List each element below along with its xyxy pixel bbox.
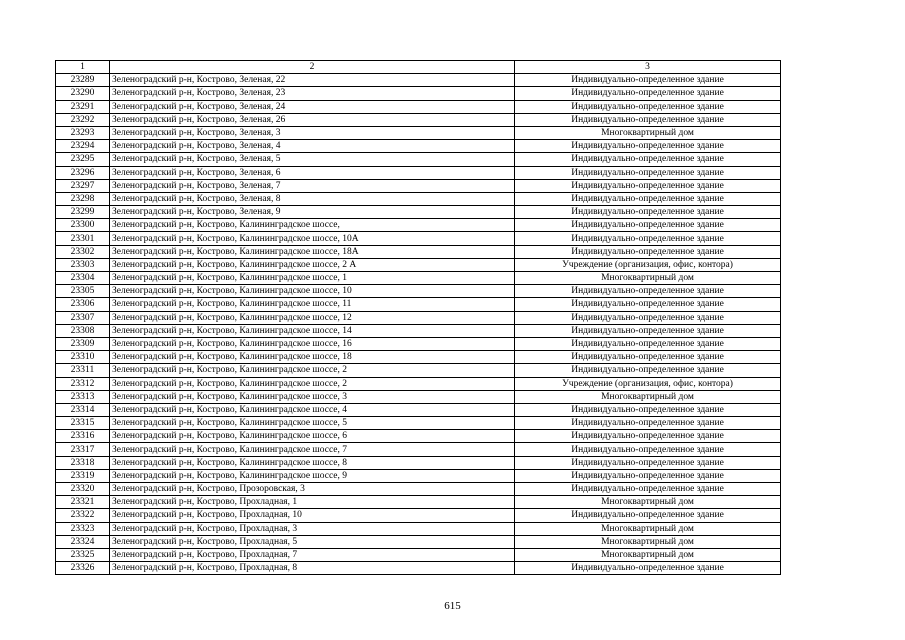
- address-cell: Зеленоградский р-н, Кострово, Калининградское шоссе, 16: [110, 337, 515, 350]
- row-number: 23295: [56, 153, 110, 166]
- table-row: [56, 509, 781, 522]
- building-type-cell: Индивидуально-определенное здание: [515, 298, 781, 311]
- address-cell: Зеленоградский р-н, Кострово, Калининградское шоссе, 11: [110, 298, 515, 311]
- address-cell: Зеленоградский р-н, Кострово, Прохладная, 10: [110, 509, 515, 522]
- address-cell: Зеленоградский р-н, Кострово, Калининградское шоссе,: [110, 219, 515, 232]
- building-type-cell: Многоквартирный дом: [515, 126, 781, 139]
- address-cell: Зеленоградский р-н, Кострово, Зеленая, 26: [110, 113, 515, 126]
- table-row: [56, 430, 781, 443]
- building-type-cell: Многоквартирный дом: [515, 522, 781, 535]
- row-number: 23291: [56, 100, 110, 113]
- table-row: [56, 166, 781, 179]
- building-type-cell: Учреждение (организация, офис, контора): [515, 258, 781, 271]
- table-row: [56, 403, 781, 416]
- address-cell: Зеленоградский р-н, Кострово, Зеленая, 5: [110, 153, 515, 166]
- address-cell: Зеленоградский р-н, Кострово, Зеленая, 24: [110, 100, 515, 113]
- building-type-cell: Индивидуально-определенное здание: [515, 232, 781, 245]
- row-number: 23303: [56, 258, 110, 271]
- row-number: 23301: [56, 232, 110, 245]
- row-number: 23308: [56, 324, 110, 337]
- row-number: 23290: [56, 87, 110, 100]
- table-row: [56, 483, 781, 496]
- row-number: 23325: [56, 548, 110, 561]
- address-cell: Зеленоградский р-н, Кострово, Калининградское шоссе, 4: [110, 403, 515, 416]
- building-type-cell: Индивидуально-определенное здание: [515, 87, 781, 100]
- table-row: [56, 113, 781, 126]
- building-type-cell: Индивидуально-определенное здание: [515, 166, 781, 179]
- address-cell: Зеленоградский р-н, Кострово, Прохладная, 3: [110, 522, 515, 535]
- building-type-cell: Многоквартирный дом: [515, 272, 781, 285]
- address-cell: Зеленоградский р-н, Кострово, Зеленая, 3: [110, 126, 515, 139]
- table-row: [56, 74, 781, 87]
- building-type-cell: Индивидуально-определенное здание: [515, 469, 781, 482]
- row-number: 23317: [56, 443, 110, 456]
- row-number: 23319: [56, 469, 110, 482]
- building-type-cell: Индивидуально-определенное здание: [515, 509, 781, 522]
- building-type-cell: Индивидуально-определенное здание: [515, 100, 781, 113]
- building-type-cell: Индивидуально-определенное здание: [515, 74, 781, 87]
- building-type-cell: Индивидуально-определенное здание: [515, 364, 781, 377]
- table-row: [56, 179, 781, 192]
- row-number: 23293: [56, 126, 110, 139]
- building-type-cell: Индивидуально-определенное здание: [515, 456, 781, 469]
- row-number: 23302: [56, 245, 110, 258]
- row-number: 23310: [56, 351, 110, 364]
- row-number: 23321: [56, 496, 110, 509]
- table-row: [56, 206, 781, 219]
- row-number: 23322: [56, 509, 110, 522]
- address-table: [55, 60, 781, 575]
- table-row: [56, 232, 781, 245]
- address-cell: Зеленоградский р-н, Кострово, Калининградское шоссе, 2 А: [110, 258, 515, 271]
- building-type-cell: Многоквартирный дом: [515, 535, 781, 548]
- address-cell: Зеленоградский р-н, Кострово, Зеленая, 6: [110, 166, 515, 179]
- building-type-cell: Индивидуально-определенное здание: [515, 285, 781, 298]
- table-row: [56, 522, 781, 535]
- table-row: [56, 311, 781, 324]
- row-number: 23313: [56, 390, 110, 403]
- column-header-1: 1: [56, 61, 110, 74]
- address-cell: Зеленоградский р-н, Кострово, Зеленая, 8: [110, 192, 515, 205]
- row-number: 23315: [56, 417, 110, 430]
- address-cell: Зеленоградский р-н, Кострово, Калининградское шоссе, 10: [110, 285, 515, 298]
- row-number: 23323: [56, 522, 110, 535]
- address-cell: Зеленоградский р-н, Кострово, Прохладная, 5: [110, 535, 515, 548]
- address-cell: Зеленоградский р-н, Кострово, Прозоровская, 3: [110, 483, 515, 496]
- table-row: [56, 548, 781, 561]
- building-type-cell: Индивидуально-определенное здание: [515, 351, 781, 364]
- building-type-cell: Индивидуально-определенное здание: [515, 153, 781, 166]
- building-type-cell: Индивидуально-определенное здание: [515, 206, 781, 219]
- table-row: [56, 456, 781, 469]
- building-type-cell: Индивидуально-определенное здание: [515, 417, 781, 430]
- building-type-cell: Индивидуально-определенное здание: [515, 562, 781, 575]
- address-cell: Зеленоградский р-н, Кострово, Зеленая, 22: [110, 74, 515, 87]
- building-type-cell: Индивидуально-определенное здание: [515, 140, 781, 153]
- table-row: [56, 377, 781, 390]
- table-row: [56, 417, 781, 430]
- row-number: 23306: [56, 298, 110, 311]
- table-row: [56, 562, 781, 575]
- building-type-cell: Индивидуально-определенное здание: [515, 403, 781, 416]
- building-type-cell: Индивидуально-определенное здание: [515, 113, 781, 126]
- building-type-cell: Индивидуально-определенное здание: [515, 311, 781, 324]
- building-type-cell: Учреждение (организация, офис, контора): [515, 377, 781, 390]
- row-number: 23318: [56, 456, 110, 469]
- address-cell: Зеленоградский р-н, Кострово, Калининградское шоссе, 9: [110, 469, 515, 482]
- row-number: 23292: [56, 113, 110, 126]
- table-row: [56, 298, 781, 311]
- building-type-cell: Индивидуально-определенное здание: [515, 337, 781, 350]
- table-row: [56, 351, 781, 364]
- address-cell: Зеленоградский р-н, Кострово, Калининградское шоссе, 14: [110, 324, 515, 337]
- address-cell: Зеленоградский р-н, Кострово, Калининградское шоссе, 5: [110, 417, 515, 430]
- table-row: [56, 469, 781, 482]
- address-cell: Зеленоградский р-н, Кострово, Калининградское шоссе, 2: [110, 364, 515, 377]
- address-cell: Зеленоградский р-н, Кострово, Прохладная, 7: [110, 548, 515, 561]
- row-number: 23307: [56, 311, 110, 324]
- table-row: [56, 192, 781, 205]
- address-cell: Зеленоградский р-н, Кострово, Зеленая, 23: [110, 87, 515, 100]
- address-cell: Зеленоградский р-н, Кострово, Калининградское шоссе, 6: [110, 430, 515, 443]
- table-row: [56, 324, 781, 337]
- row-number: 23300: [56, 219, 110, 232]
- building-type-cell: Индивидуально-определенное здание: [515, 430, 781, 443]
- address-cell: Зеленоградский р-н, Кострово, Калининградское шоссе, 8: [110, 456, 515, 469]
- building-type-cell: Многоквартирный дом: [515, 548, 781, 561]
- row-number: 23316: [56, 430, 110, 443]
- column-header-2: 2: [110, 61, 515, 74]
- row-number: 23312: [56, 377, 110, 390]
- address-cell: Зеленоградский р-н, Кострово, Калининградское шоссе, 2: [110, 377, 515, 390]
- row-number: 23324: [56, 535, 110, 548]
- row-number: 23311: [56, 364, 110, 377]
- table-row: [56, 443, 781, 456]
- table-row: [56, 140, 781, 153]
- row-number: 23299: [56, 206, 110, 219]
- row-number: 23296: [56, 166, 110, 179]
- building-type-cell: Индивидуально-определенное здание: [515, 245, 781, 258]
- column-header-3: 3: [515, 61, 781, 74]
- address-cell: Зеленоградский р-н, Кострово, Зеленая, 7: [110, 179, 515, 192]
- table-row: [56, 535, 781, 548]
- row-number: 23297: [56, 179, 110, 192]
- table-row: [56, 364, 781, 377]
- address-cell: Зеленоградский р-н, Кострово, Калининградское шоссе, 1: [110, 272, 515, 285]
- address-cell: Зеленоградский р-н, Кострово, Калининградское шоссе, 18: [110, 351, 515, 364]
- address-cell: Зеленоградский р-н, Кострово, Калининградское шоссе, 12: [110, 311, 515, 324]
- table-row: [56, 258, 781, 271]
- row-number: 23289: [56, 74, 110, 87]
- building-type-cell: Многоквартирный дом: [515, 496, 781, 509]
- row-number: 23314: [56, 403, 110, 416]
- address-cell: Зеленоградский р-н, Кострово, Калининградское шоссе, 3: [110, 390, 515, 403]
- row-number: 23320: [56, 483, 110, 496]
- row-number: 23298: [56, 192, 110, 205]
- address-cell: Зеленоградский р-н, Кострово, Калининградское шоссе, 10А: [110, 232, 515, 245]
- table-row: [56, 87, 781, 100]
- table-row: [56, 272, 781, 285]
- table-row: [56, 337, 781, 350]
- building-type-cell: Индивидуально-определенное здание: [515, 219, 781, 232]
- table-row: [56, 126, 781, 139]
- table-row: [56, 285, 781, 298]
- address-cell: Зеленоградский р-н, Кострово, Калининградское шоссе, 7: [110, 443, 515, 456]
- building-type-cell: Индивидуально-определенное здание: [515, 179, 781, 192]
- table-row: [56, 100, 781, 113]
- page-number: 615: [444, 600, 461, 612]
- row-number: 23305: [56, 285, 110, 298]
- row-number: 23309: [56, 337, 110, 350]
- building-type-cell: Многоквартирный дом: [515, 390, 781, 403]
- address-cell: Зеленоградский р-н, Кострово, Зеленая, 4: [110, 140, 515, 153]
- address-cell: Зеленоградский р-н, Кострово, Прохладная, 8: [110, 562, 515, 575]
- building-type-cell: Индивидуально-определенное здание: [515, 324, 781, 337]
- header-row: [56, 61, 781, 74]
- table-row: [56, 153, 781, 166]
- building-type-cell: Индивидуально-определенное здание: [515, 443, 781, 456]
- row-number: 23304: [56, 272, 110, 285]
- table-row: [56, 390, 781, 403]
- address-cell: Зеленоградский р-н, Кострово, Прохладная, 1: [110, 496, 515, 509]
- row-number: 23326: [56, 562, 110, 575]
- address-cell: Зеленоградский р-н, Кострово, Зеленая, 9: [110, 206, 515, 219]
- building-type-cell: Индивидуально-определенное здание: [515, 192, 781, 205]
- building-type-cell: Индивидуально-определенное здание: [515, 483, 781, 496]
- table-row: [56, 496, 781, 509]
- table-row: [56, 219, 781, 232]
- address-cell: Зеленоградский р-н, Кострово, Калининградское шоссе, 18А: [110, 245, 515, 258]
- row-number: 23294: [56, 140, 110, 153]
- table-row: [56, 245, 781, 258]
